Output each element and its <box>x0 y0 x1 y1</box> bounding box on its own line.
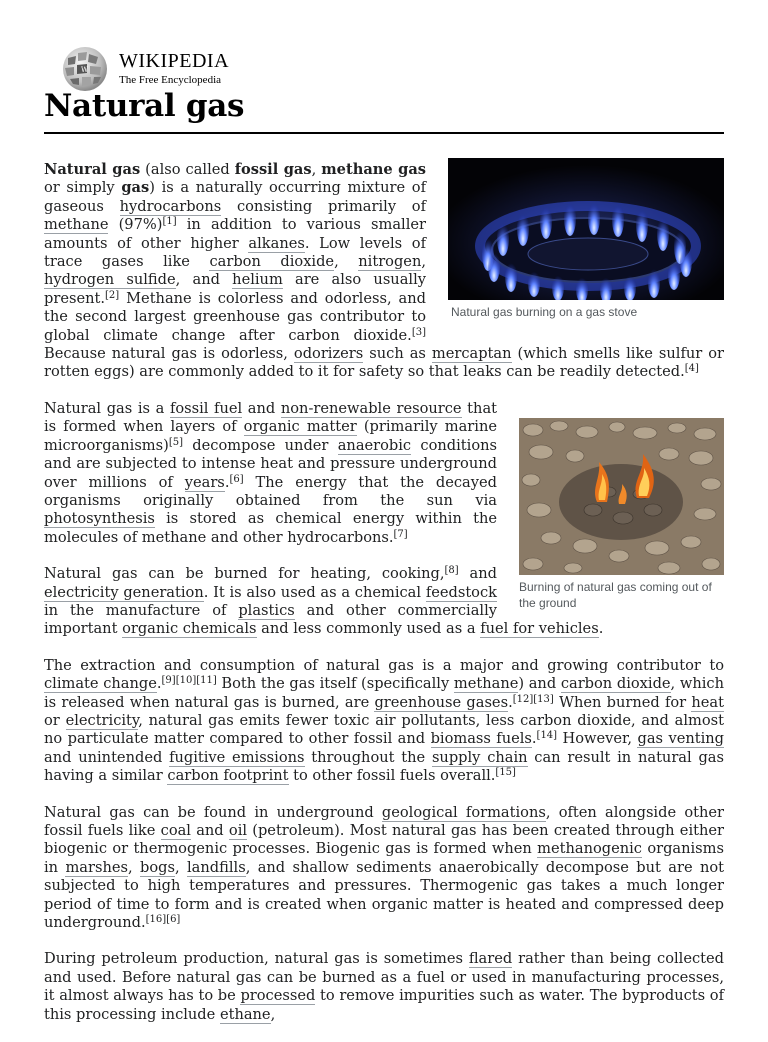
citation[interactable] <box>537 730 558 741</box>
text: , <box>334 253 359 271</box>
citation[interactable] <box>105 290 119 301</box>
link-landfills[interactable]: landfills <box>187 858 246 876</box>
link-nitrogen[interactable]: nitrogen <box>358 253 422 271</box>
citation-link[interactable]: [6] <box>229 473 244 485</box>
link-supply-chain[interactable]: supply chain <box>431 748 528 766</box>
text: , <box>174 858 188 876</box>
link-hydrogen-sulfide[interactable]: hydrogen sulfide <box>44 271 176 289</box>
citation[interactable] <box>394 529 408 540</box>
citation-link[interactable]: [12] <box>512 693 534 705</box>
text: (petroleum). Most natural gas has been created through either biogenic or thermogenic processes. Biogenic gas is formed when <box>44 822 724 858</box>
text: and <box>242 399 281 417</box>
text: can result in natural gas having a similar <box>44 748 724 785</box>
text: is stored as chemical energy within the molecules of methane and other hydrocarbons. <box>44 510 497 546</box>
text: or <box>44 711 66 729</box>
citation[interactable] <box>229 474 243 485</box>
text: Methane is colorless and odorless, and the second largest greenhouse gas contributor to global climate change after carbon dioxide. <box>44 289 426 344</box>
link-methane[interactable]: methane <box>44 216 109 234</box>
text: , which is released when natural gas is burned, are <box>44 675 724 711</box>
bold-term: gas <box>121 179 150 197</box>
text: , <box>270 1005 276 1023</box>
link-fuel-for-vehicles[interactable]: fuel for vehicles <box>480 620 599 638</box>
link-electricity-generation[interactable]: electricity generation <box>44 583 204 601</box>
citation-link[interactable]: [7] <box>393 528 408 540</box>
link-fugitive-emissions[interactable]: fugitive emissions <box>169 748 305 766</box>
text: and <box>458 565 497 583</box>
text: ) and <box>518 675 561 693</box>
citation-link[interactable]: [11] <box>196 675 217 687</box>
link-carbon-dioxide[interactable]: carbon dioxide <box>209 253 335 271</box>
link-plastics[interactable]: plastics <box>238 601 295 619</box>
text: such as <box>363 345 432 363</box>
link-electricity[interactable]: electricity <box>65 711 139 729</box>
link-carbon-dioxide[interactable]: carbon dioxide <box>560 675 671 693</box>
link-fossil-fuel[interactable]: fossil fuel <box>169 399 243 417</box>
title-divider <box>44 132 724 134</box>
text: Natural gas can be found in underground <box>44 803 382 821</box>
text: and unintended <box>44 748 170 766</box>
link-feedstock[interactable]: feedstock <box>425 583 497 601</box>
citation-link[interactable]: [16] <box>145 914 167 926</box>
citation[interactable] <box>162 216 176 227</box>
citation-link[interactable]: [14] <box>536 730 558 742</box>
ground-fire-icon[interactable] <box>519 418 724 575</box>
link-coal[interactable]: coal <box>160 822 191 839</box>
link-mercaptan[interactable]: mercaptan <box>431 345 512 363</box>
text: . Low levels of trace gases like <box>44 234 426 271</box>
wikipedia-tagline: The Free Encyclopedia <box>119 74 222 86</box>
text: in addition to various smaller amounts of other higher <box>44 216 427 252</box>
text: , <box>127 858 141 876</box>
text: conditions and are subjected to intense heat and pressure underground over millions of <box>44 436 497 491</box>
text: , often alongside other fossil fuels like <box>44 803 724 839</box>
text: consisting primarily of <box>221 197 426 215</box>
link-helium[interactable]: helium <box>232 271 283 289</box>
link-photosynthesis[interactable]: photosynthesis <box>44 510 155 528</box>
citation-link[interactable]: [6] <box>166 914 181 926</box>
link-methane[interactable]: methane <box>453 675 519 693</box>
text: , and <box>175 271 233 289</box>
text: Natural gas is a <box>44 399 170 417</box>
citation-link[interactable]: [4] <box>684 363 699 375</box>
paragraph-climate <box>44 657 724 786</box>
text: to other fossil fuels overall. <box>288 767 496 785</box>
link-oil[interactable]: oil <box>228 822 248 839</box>
text: . <box>224 473 230 491</box>
figure-caption: Burning of natural gas coming out of the ground <box>519 579 712 611</box>
citation-link[interactable]: [3] <box>411 326 426 338</box>
figure-caption: Natural gas burning on a gas stove <box>451 305 638 319</box>
text: (97%) <box>108 216 163 234</box>
text: Because natural gas is odorless, <box>44 345 294 363</box>
text: (primarily marine microorganisms) <box>44 418 497 454</box>
text: organisms in <box>44 840 725 876</box>
text: . <box>531 730 537 748</box>
site-header[interactable] <box>60 44 360 94</box>
svg-text:W: W <box>81 66 89 74</box>
link-geological-formations[interactable]: geological formations <box>381 803 546 821</box>
text: . <box>156 675 162 693</box>
link-non-renewable-resource[interactable]: non-renewable resource <box>280 399 462 417</box>
figure-ground-fire <box>519 418 724 612</box>
text: Both the gas itself (specifically <box>216 675 454 693</box>
link-ethane[interactable]: ethane <box>219 1005 271 1023</box>
link-organic-matter[interactable]: organic matter <box>243 418 357 436</box>
text: are also usually present. <box>44 271 426 307</box>
text: . It is also used as a chemical <box>203 583 426 601</box>
text: in the manufacture of <box>44 601 239 619</box>
text: . <box>508 693 513 711</box>
citation[interactable] <box>146 914 181 925</box>
wikipedia-wordmark: WIKIPEDIA <box>119 50 230 72</box>
link-processed[interactable]: processed <box>240 987 316 1005</box>
text: During petroleum production, natural gas is sometimes <box>44 950 469 968</box>
link-methanogenic[interactable]: methanogenic <box>537 840 642 858</box>
paragraph-production <box>44 950 724 1024</box>
link-odorizers[interactable]: odorizers <box>293 345 364 363</box>
link-years[interactable]: years <box>184 473 225 491</box>
text: (which smells like sulfur or rotten eggs) are commonly added to it for safety so that leaks can be readily detected. <box>44 345 724 381</box>
text: and other commercially important <box>44 601 497 638</box>
link-greenhouse-gases[interactable]: greenhouse gases <box>374 693 509 711</box>
text: ) is a naturally occurring mixture of gaseous <box>44 179 426 215</box>
text: However, <box>557 730 638 748</box>
paragraph-sources <box>44 804 724 933</box>
citation[interactable] <box>513 694 554 705</box>
citation[interactable] <box>445 565 459 576</box>
bold-term: fossil gas <box>234 161 312 178</box>
link-biomass-fuels[interactable]: biomass fuels <box>430 730 532 748</box>
link-carbon-footprint[interactable]: carbon footprint <box>167 767 289 785</box>
text: , natural gas emits fewer toxic air pollutants, less carbon dioxide, and almost no particulate matter compared to other fossil and <box>44 711 724 748</box>
text: , <box>421 253 426 271</box>
citation-link[interactable]: [10] <box>175 675 197 687</box>
figure-gas-stove <box>448 158 724 321</box>
citation[interactable] <box>495 767 516 778</box>
link-gas-venting[interactable]: gas venting <box>637 730 725 748</box>
citation[interactable] <box>685 363 699 374</box>
citation[interactable] <box>162 675 217 686</box>
citation-link[interactable]: [2] <box>104 289 120 301</box>
link-flared[interactable]: flared <box>468 950 513 968</box>
text: that is formed when layers of <box>44 399 498 436</box>
link-organic-chemicals[interactable]: organic chemicals <box>122 620 257 638</box>
link-marshes[interactable]: marshes <box>65 858 128 876</box>
text: , <box>311 161 322 178</box>
page-title: Natural gas <box>44 88 245 124</box>
citation-link[interactable]: [15] <box>495 767 516 779</box>
link-heat[interactable]: heat <box>691 693 724 711</box>
text: to remove impurities such as water. The byproducts of this processing include <box>44 987 724 1023</box>
text: decompose under <box>183 436 338 454</box>
wikipedia-globe-icon[interactable] <box>60 44 110 94</box>
link-bogs[interactable]: bogs <box>140 858 175 876</box>
text: rather than being collected and used. Before natural gas can be burned as a fuel or used in manufacturing processes, it almost always has to be <box>44 950 724 1005</box>
article-body <box>44 161 724 1042</box>
text: When burned for <box>553 693 692 711</box>
text: , and shallow sediments anaerobically decompose but are not subjected to high temperatures and pressures. Thermogenic gas takes a much longer period of time to form and is created when organic matter is heated and compressed deep underground. <box>44 858 725 932</box>
citation[interactable] <box>412 327 426 338</box>
text: or simply <box>44 179 122 197</box>
link-hydrocarbons[interactable]: hydrocarbons <box>119 197 222 215</box>
gas-stove-flame-icon[interactable] <box>448 158 724 300</box>
text: throughout the <box>304 748 432 766</box>
link-alkanes[interactable]: alkanes <box>248 234 305 252</box>
text: (also called <box>140 161 235 178</box>
text: and <box>190 822 229 839</box>
citation[interactable] <box>169 437 183 448</box>
link-anaerobic[interactable]: anaerobic <box>337 436 412 454</box>
citation-link[interactable]: [5] <box>168 436 183 448</box>
text: . <box>598 620 604 638</box>
citation-link[interactable]: [9] <box>161 675 176 687</box>
citation-link[interactable]: [13] <box>533 693 554 705</box>
link-climate-change[interactable]: climate change <box>44 675 157 693</box>
bold-term: Natural gas <box>44 161 141 178</box>
text: Natural gas can be burned for heating, cooking, <box>44 565 445 583</box>
text: and less commonly used as a <box>256 620 481 638</box>
citation-link[interactable]: [8] <box>444 565 459 577</box>
text: The extraction and consumption of natural gas is a major and growing contributor to <box>44 656 724 674</box>
bold-term: methane gas <box>321 161 426 178</box>
text: The energy that the decayed organisms originally obtained from the sun via <box>44 473 497 509</box>
citation-link[interactable]: [1] <box>162 216 177 228</box>
